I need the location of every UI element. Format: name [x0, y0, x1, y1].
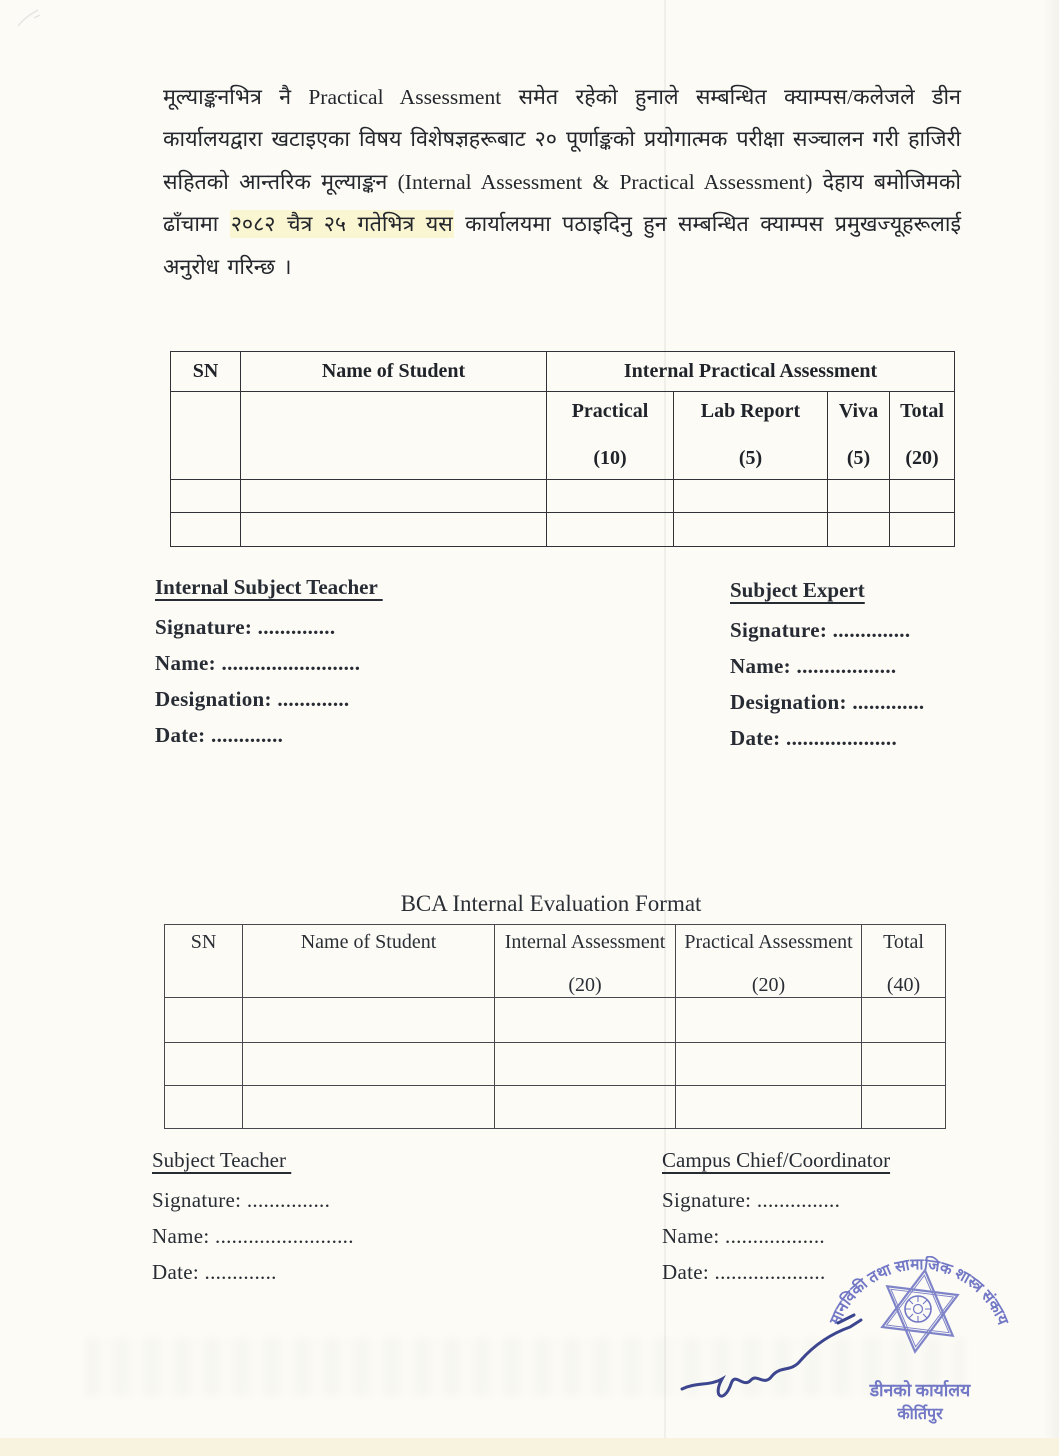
- table-row: [165, 1043, 946, 1086]
- table-header-row: [171, 352, 955, 392]
- table-cell-empty: [171, 392, 241, 480]
- header-cell-internal-assessment: [495, 925, 676, 998]
- section-title: BCA Internal Evaluation Format: [400, 891, 702, 916]
- table-cell-empty: [676, 1086, 862, 1129]
- table-cell-empty: [165, 1086, 243, 1129]
- header-cell-sn: SN: [171, 352, 241, 392]
- signature-field: Signature: ...............: [662, 1188, 841, 1212]
- col-label: Total: [883, 931, 924, 953]
- star-of-david-icon: [880, 1266, 960, 1356]
- handwritten-signature: [678, 1298, 883, 1413]
- signatory-title: Internal Subject Teacher: [155, 575, 383, 599]
- subheader-cell-lab-report: [674, 392, 828, 480]
- col-max: (40): [886, 974, 921, 996]
- table-cell-empty: [243, 1043, 495, 1086]
- signatory-title: Subject Teacher: [152, 1148, 292, 1172]
- subject-expert-block: [730, 575, 924, 757]
- pencil-mark: [14, 6, 54, 32]
- header-cell-group: Internal Practical Assessment: [547, 352, 955, 392]
- signature-field: Signature: ..............: [155, 615, 336, 639]
- page-bottom-edge: [0, 1438, 1059, 1456]
- table-cell-empty: [241, 480, 547, 513]
- paragraph-text-pre: मूल्याङ्कनभित्र नै Practical Assessment समेत रहेको हुनाले सम्बन्धित क्याम्पस/कलेजले डीन कार्यालयद्वारा खटाइएका विषय विशेषज्ञहरूबाट २० पूर्णाङ्कको प्रयोगात्मक परीक्षा सञ्चालन गरी हाजिरी सहितको आन्तरिक मूल्याङ्कन (Internal Assessment & Practical Assessment) देहाय बमोजिमको ढाँचामा: [163, 84, 961, 236]
- table-cell-empty: [862, 998, 946, 1043]
- table-header-row: [165, 925, 946, 998]
- signatory-title: Subject Expert: [730, 578, 865, 602]
- table-cell-empty: [547, 513, 674, 547]
- designation-field: Designation: .............: [730, 690, 925, 714]
- internal-practical-assessment-table: [170, 351, 955, 547]
- subcol-label: Viva: [838, 400, 879, 422]
- subcol-max: (5): [846, 447, 871, 469]
- table-cell-empty: [495, 1043, 676, 1086]
- date-field: Date: ....................: [662, 1260, 826, 1284]
- header-cell-name: [243, 925, 495, 998]
- stamp-arc-text: मानविकी तथा सामाजिक शास्त्र संकाय: [826, 1256, 1012, 1328]
- internal-subject-teacher-block: [155, 572, 383, 754]
- table-row: [165, 1086, 946, 1129]
- table-cell-empty: [241, 392, 547, 480]
- table-cell-empty: [547, 480, 674, 513]
- stamp-emblem-icon: [905, 1296, 931, 1322]
- name-field: Name: ..................: [730, 654, 897, 678]
- subheader-cell-practical: [547, 392, 674, 480]
- date-field: Date: .............: [155, 723, 284, 747]
- body-paragraph: [163, 76, 961, 289]
- col-label: Practical Assessment: [684, 931, 853, 953]
- highlighted-date-text: २०८२ चैत्र २५ गतेभित्र यस: [230, 212, 453, 236]
- subcol-label: Total: [900, 400, 944, 422]
- table-cell-empty: [828, 480, 890, 513]
- subcol-max: (20): [905, 447, 939, 469]
- table-cell-empty: [243, 998, 495, 1043]
- col-max: (20): [568, 974, 602, 996]
- table-cell-empty: [676, 1043, 862, 1086]
- table-cell-empty: [862, 1043, 946, 1086]
- table-cell-empty: [495, 1086, 676, 1129]
- subheader-cell-viva: [828, 392, 890, 480]
- paragraph-text-post: कार्यालयमा पठाइदिनु हुन सम्बन्धित क्याम्पस प्रमुखज्यूहरूलाई अनुरोध गरिन्छ ।: [163, 212, 961, 279]
- table-cell-empty: [171, 480, 241, 513]
- subheader-cell-total: [890, 392, 955, 480]
- name-field: Name: ..................: [662, 1224, 825, 1248]
- table-cell-empty: [676, 998, 862, 1043]
- table-row: [171, 513, 955, 547]
- subcol-label: Lab Report: [700, 400, 801, 422]
- header-cell-name: Name of Student: [241, 352, 547, 392]
- stamp-location-line: कीर्तिपुर: [897, 1406, 943, 1423]
- signature-field: Signature: ...............: [152, 1188, 331, 1212]
- subcol-max: (10): [593, 447, 627, 469]
- header-cell-sn: [165, 925, 243, 998]
- table-cell-empty: [165, 998, 243, 1043]
- scan-edge-shadow: [1043, 0, 1059, 1456]
- signatory-title: Campus Chief/Coordinator: [662, 1148, 891, 1172]
- col-max: (20): [751, 974, 786, 996]
- header-cell-practical-assessment: [676, 925, 862, 998]
- col-label: Internal Assessment: [504, 931, 666, 953]
- table-cell-empty: [165, 1043, 243, 1086]
- subcol-label: Practical: [571, 400, 649, 422]
- table-cell-empty: [171, 513, 241, 547]
- subject-teacher-block: [152, 1145, 354, 1291]
- name-field: Name: .........................: [152, 1224, 354, 1248]
- subcol-max: (5): [738, 447, 763, 469]
- col-label: SN: [190, 931, 217, 953]
- table-cell-empty: [241, 513, 547, 547]
- table-subheader-row: [171, 392, 955, 480]
- stamp-office-line: डीनको कार्यालय: [869, 1380, 971, 1400]
- table-cell-empty: [828, 513, 890, 547]
- table-cell-empty: [243, 1086, 495, 1129]
- table-cell-empty: [890, 480, 955, 513]
- signature-field: Signature: ..............: [730, 618, 911, 642]
- table-cell-empty: [495, 998, 676, 1043]
- designation-field: Designation: .............: [155, 687, 350, 711]
- bca-internal-evaluation-table: [164, 924, 946, 1129]
- table-row: [165, 998, 946, 1043]
- header-cell-total: [862, 925, 946, 998]
- table-cell-empty: [890, 513, 955, 547]
- table-row: [171, 480, 955, 513]
- table-cell-empty: [674, 480, 828, 513]
- col-label: Name of Student: [300, 931, 437, 953]
- table-cell-empty: [862, 1086, 946, 1129]
- date-field: Date: ....................: [730, 726, 898, 750]
- name-field: Name: .........................: [155, 651, 361, 675]
- date-field: Date: .............: [152, 1260, 277, 1284]
- table-cell-empty: [674, 513, 828, 547]
